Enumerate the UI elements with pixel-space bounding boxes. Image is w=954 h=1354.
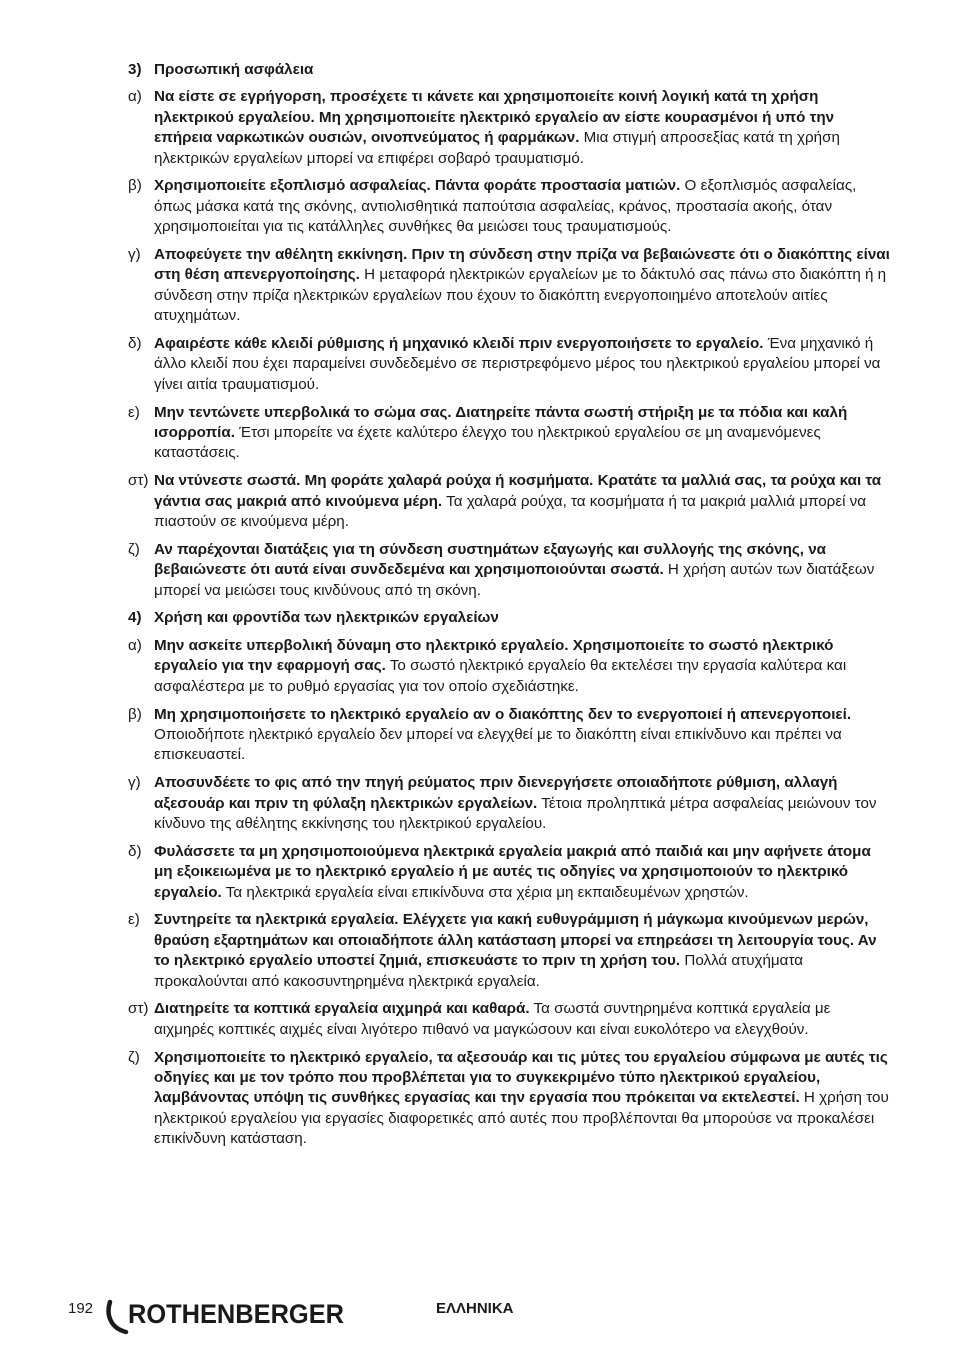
section-heading xyxy=(128,60,890,80)
list-item xyxy=(128,176,890,237)
rothenberger-logo xyxy=(104,1296,350,1336)
item-normal-text: Ένα μηχανικό ή άλλο κλειδί που έχει παραμείνει συνδεδεμένο σε περιστρεφόμενο μέρος του ηλεκτρικού εργαλείου μπορεί να γίνει αιτία τραυματισμού. xyxy=(154,335,881,393)
item-bold-text: Αν παρέχονται διατάξεις για τη σύνδεση συστημάτων εξαγωγής και συλλογής της σκόνης, να βεβαιώνεστε ότι αυτά είναι συνδεδεμένα και χρησιμοποιούνται σωστά. xyxy=(154,540,826,579)
list-item xyxy=(128,999,890,1040)
list-item xyxy=(128,636,890,697)
logo-text: ROTHENBERGER xyxy=(128,1299,344,1329)
item-normal-text: Τα ηλεκτρικά εργαλεία είναι επικίνδυνα στα χέρια μη εκπαιδευμένων χρηστών. xyxy=(221,883,749,901)
list-item xyxy=(128,471,890,532)
document-body xyxy=(128,60,890,1157)
item-normal-text: Η χρήση του ηλεκτρικού εργαλείου για εργασίες διαφορετικές από αυτές που προβλέπονται θα μπορούσε να προκαλέσει επικίνδυνη κατάσταση. xyxy=(154,1089,889,1148)
list-item xyxy=(128,87,890,169)
item-bold-text: Διατηρείτε τα κοπτικά εργαλεία αιχμηρά και καθαρά. xyxy=(154,1000,530,1018)
item-bold-text: Αποφεύγετε την αθέλητη εκκίνηση. Πριν τη σύνδεση στην πρίζα να βεβαιώνεστε ότι ο διακόπτης είναι στη θέση απενεργοποίησης. xyxy=(154,246,890,284)
item-text xyxy=(154,999,890,1040)
item-normal-text: Ο εξοπλισμός ασφαλείας, όπως μάσκα κατά της σκόνης, αντιολισθητικά παπούτσια ασφαλείας, κράνος, προστασία ακοής, όταν χρησιμοποιείται για τις κατάλληλες συνθήκες θα μειώσει τους τραυματισμούς. xyxy=(154,177,857,236)
item-marker: στ) xyxy=(128,472,149,490)
item-bold-text: Χρησιμοποιείτε εξοπλισμό ασφαλείας. Πάντα φοράτε προστασία ματιών. xyxy=(154,177,681,195)
item-text xyxy=(154,842,890,903)
list-item xyxy=(128,910,890,992)
item-bold-text: Φυλάσσετε τα μη χρησιμοποιούμενα ηλεκτρικά εργαλεία μακριά από παιδιά και μην αφήνετε άτομα μη εξοικειωμένα με το ηλεκτρικό εργαλείο ή με αυτές τις οδηγίες να χρησιμοποιούν το ηλεκτρικό εργαλείο. xyxy=(154,842,871,901)
item-text xyxy=(154,403,890,464)
section-number: 4) xyxy=(128,609,142,627)
item-marker: στ) xyxy=(128,1000,149,1018)
item-normal-text: Το σωστό ηλεκτρικό εργαλείο θα εκτελέσει την εργασία καλύτερα και ασφαλέστερα με το ρυθμό εργασίας για τον οποίο σχεδιάστηκε. xyxy=(154,657,847,695)
section-number: 3) xyxy=(128,61,142,78)
item-normal-text: Οποιοδήποτε ηλεκτρικό εργαλείο δεν μπορεί να ελεγχθεί με το διακόπτη είναι επικίνδυνο και πρέπει να επισκευαστεί. xyxy=(154,725,842,764)
list-item xyxy=(128,334,890,395)
item-bold-text: Αφαιρέστε κάθε κλειδί ρύθμισης ή μηχανικό κλειδί πριν ενεργοποιήσετε το εργαλείο. xyxy=(154,335,764,353)
footer-language-label: ΕΛΛΗΝΙΚΑ xyxy=(436,1300,514,1317)
list-item xyxy=(128,540,890,601)
item-text xyxy=(154,176,890,237)
item-normal-text: Μια στιγμή απροσεξίας κατά τη χρήση ηλεκτρικών εργαλείων μπορεί να επιφέρει σοβαρό τραυματισμό. xyxy=(154,129,840,167)
item-bold-text: Χρησιμοποιείτε το ηλεκτρικό εργαλείο, τα αξεσουάρ και τις μύτες του εργαλείου σύμφωνα με αυτές τις οδηγίες και με τον τρόπο που προβλέπεται για το συγκεκριμένο τύπο ηλεκτρικού εργαλείου, λαμβάνοντας υπόψη τις συνθήκες εργασίας και την εργασία που πρόκειται να εκτελεστεί. xyxy=(154,1048,888,1107)
item-normal-text: Πολλά ατυχήματα προκαλούνται από κακοσυντηρημένα ηλεκτρικά εργαλεία. xyxy=(154,952,804,990)
item-text xyxy=(154,636,890,697)
item-text xyxy=(154,334,890,395)
item-text xyxy=(154,910,890,992)
item-text xyxy=(154,540,890,601)
item-text xyxy=(154,471,890,532)
item-normal-text: Τα χαλαρά ρούχα, τα κοσμήματα ή τα μακριά μαλλιά μπορεί να πιαστούν σε κινούμενα μέρη. xyxy=(154,492,867,531)
list-item xyxy=(128,1048,890,1150)
item-marker: α) xyxy=(128,636,142,654)
item-bold-text: Συντηρείτε τα ηλεκτρικά εργαλεία. Ελέγχετε για κακή ευθυγράμμιση ή μάγκωμα κινούμενων μερών, θραύση εξαρτημάτων και οποιαδήποτε άλλη κατάσταση μπορεί να επηρεάσει τη λειτουργία τους. Αν το ηλεκτρικό εργαλείο υποστεί ζημιά, επισκευάστε το πριν τη χρήση του. xyxy=(154,911,877,970)
list-item xyxy=(128,773,890,834)
item-bold-text: Μην τεντώνετε υπερβολικά το σώμα σας. Διατηρείτε πάντα σωστή στήριξη με τα πόδια και καλή ισορροπία. xyxy=(154,403,848,442)
item-text xyxy=(154,705,890,766)
list-item xyxy=(128,245,890,327)
item-bold-text: Μη χρησιμοποιήσετε το ηλεκτρικό εργαλείο αν ο διακόπτης δεν το ενεργοποιεί ή απενεργοποιεί. xyxy=(154,705,852,723)
item-text xyxy=(154,245,890,327)
item-bold-text: Μην ασκείτε υπερβολική δύναμη στο ηλεκτρικό εργαλείο. Χρησιμοποιείτε το σωστό ηλεκτρικό εργαλείο για την εφαρμογή σας. xyxy=(154,636,834,675)
item-marker: γ) xyxy=(128,774,141,792)
item-bold-text: Αποσυνδέετε το φις από την πηγή ρεύματος πριν διενεργήσετε οποιαδήποτε ρύθμιση, αλλαγή αξεσουάρ και πριν τη φύλαξη ηλεκτρικών εργαλείων. xyxy=(154,774,838,812)
item-bold-text: Να είστε σε εγρήγορση, προσέχετε τι κάνετε και χρησιμοποιείτε κοινή λογική κατά τη χρήση ηλεκτρικού εργαλείου. Μη χρησιμοποιείτε ηλεκτρικό εργαλείο αν είστε κουρασμένοι ή υπό την επήρεια ναρκωτικών ουσιών, οινοπνεύματος ή φαρμάκων. xyxy=(154,88,835,147)
item-text xyxy=(154,1048,890,1150)
item-normal-text: Η μεταφορά ηλεκτρικών εργαλείων με το δάκτυλό σας πάνω στο διακόπτη ή η σύνδεση στην πρίζα ηλεκτρικών εργαλείων που έχουν το διακόπτη ενεργοποιημένο αποτελούν αιτίες ατυχημάτων. xyxy=(154,266,887,325)
section-heading xyxy=(128,608,890,628)
item-marker: ζ) xyxy=(128,540,140,558)
item-bold-text: Να ντύνεστε σωστά. Μη φοράτε χαλαρά ρούχα ή κοσμήματα. Κρατάτε τα μαλλιά σας, τα ρούχα και τα γάντια σας μακριά από κινούμενα μέρη. xyxy=(154,472,882,510)
item-marker: β) xyxy=(128,177,142,195)
item-normal-text: Τα σωστά συντηρημένα κοπτικά εργαλεία με αιχμηρές κοπτικές αιχμές είναι λιγότερο πιθανό να μαγκώσουν και είναι ευκολότερο να ελεγχθούν. xyxy=(154,1000,831,1038)
item-normal-text: Η χρήση αυτών των διατάξεων μπορεί να μειώσει τους κινδύνους από τη σκόνη. xyxy=(154,561,875,599)
list-item xyxy=(128,705,890,766)
page-number: 192 xyxy=(68,1300,94,1317)
item-text xyxy=(154,773,890,834)
item-marker: δ) xyxy=(128,842,142,860)
item-marker: γ) xyxy=(128,246,141,264)
item-marker: α) xyxy=(128,88,142,106)
page-footer xyxy=(0,1296,954,1336)
item-marker: ε) xyxy=(128,403,140,421)
item-marker: ζ) xyxy=(128,1048,140,1066)
list-item xyxy=(128,403,890,464)
list-item xyxy=(128,842,890,903)
item-normal-text: Έτσι μπορείτε να έχετε καλύτερο έλεγχο του ηλεκτρικού εργαλείου σε μη αναμενόμενες καταστάσεις. xyxy=(154,424,821,462)
section-title: Χρήση και φροντίδα των ηλεκτρικών εργαλείων xyxy=(154,609,499,627)
item-normal-text: Τέτοια προληπτικά μέτρα ασφαλείας μειώνουν τον κίνδυνο της αθέλητης εκκίνησης του ηλεκτρικού εργαλείου. xyxy=(154,794,877,832)
section-title: Προσωπική ασφάλεια xyxy=(154,61,314,78)
item-marker: β) xyxy=(128,705,142,723)
item-marker: ε) xyxy=(128,911,140,929)
item-text xyxy=(154,87,890,169)
item-marker: δ) xyxy=(128,335,142,353)
